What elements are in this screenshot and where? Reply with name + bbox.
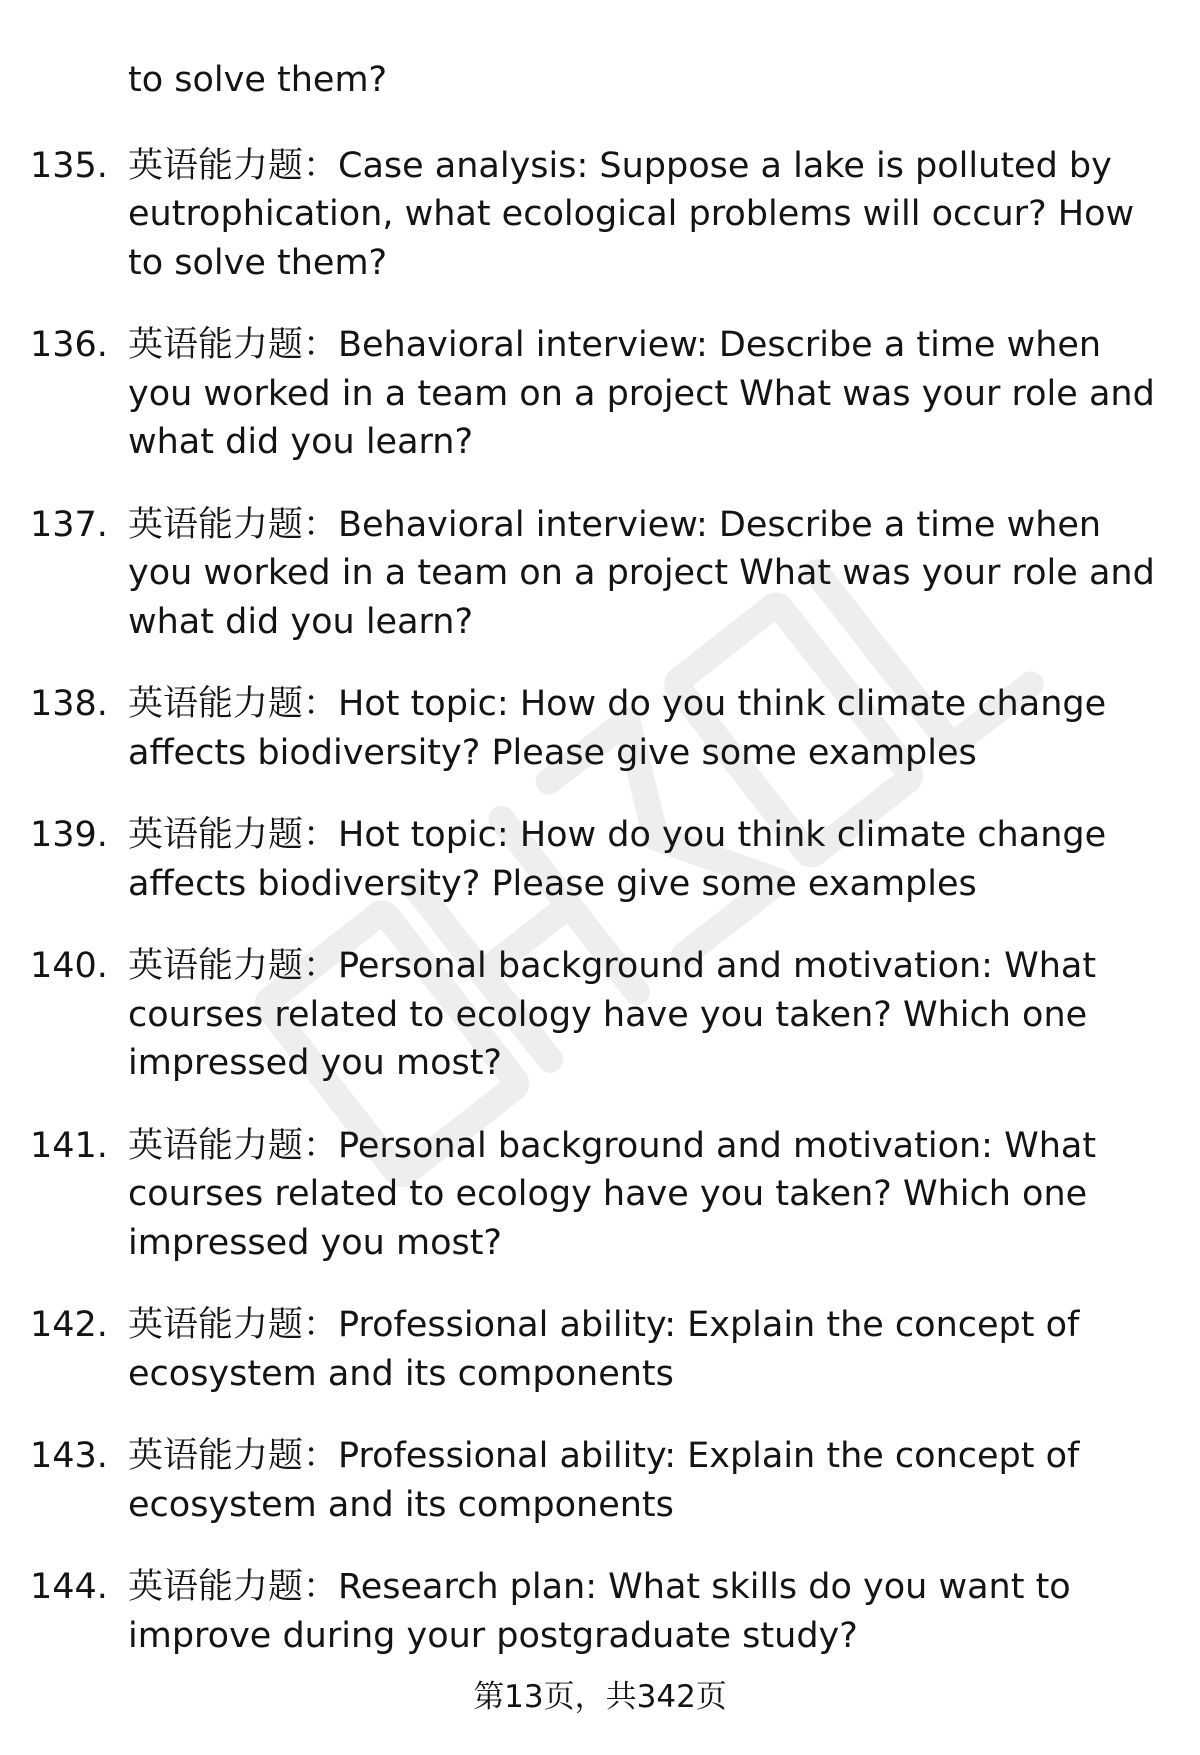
list-item [0, 811, 1200, 908]
item-number: 144. [30, 1567, 108, 1607]
item-text-line: affects biodiversity? Please give some examples [128, 732, 977, 773]
list-item [0, 1122, 1200, 1268]
item-text-line: 英语能力题：Behavioral interview: Describe a time when [128, 504, 1102, 545]
item-text-line: courses related to ecology have you taken? Which one [128, 994, 1088, 1035]
item-text-line: 英语能力题：Professional ability: Explain the concept of [128, 1436, 1080, 1476]
item-container [0, 142, 1200, 1661]
item-text-line: what did you learn? [128, 601, 474, 642]
item-text-line: 英语能力题：Professional ability: Explain the concept of [128, 1305, 1080, 1345]
list-item [0, 1301, 1200, 1398]
item-text-line: 英语能力题：Personal background and motivation: What [128, 1125, 1097, 1166]
item-text-line: impressed you most? [128, 1043, 503, 1083]
list-item [0, 1563, 1200, 1660]
item-text-line: what did you learn? [128, 422, 474, 462]
item-text [128, 1563, 1148, 1660]
item-number: 138. [30, 684, 108, 724]
item-text [128, 1122, 1148, 1268]
item-number: 143. [30, 1436, 108, 1476]
item-text [128, 142, 1148, 288]
item-text-line: courses related to ecology have you taken? Which one [128, 1174, 1088, 1214]
item-text [128, 680, 1148, 777]
item-text-line: eutrophication, what ecological problems will occur? How [128, 194, 1135, 234]
item-text [128, 1432, 1148, 1529]
item-text-line: 英语能力题：Hot topic: How do you think climate change [128, 815, 1107, 855]
item-text-line: 英语能力题：Personal background and motivation: What [128, 946, 1097, 986]
item-text-line: improve during your postgraduate study? [128, 1615, 858, 1656]
question-list [0, 56, 1200, 1694]
list-item [0, 942, 1200, 1088]
page-footer: 第13页，共342页 [473, 1679, 727, 1715]
item-text-line: affects biodiversity? Please give some examples [128, 863, 977, 904]
item-text-line: impressed you most? [128, 1222, 503, 1263]
item-text-line: ecosystem and its components [128, 1353, 674, 1394]
item-text-line: 英语能力题：Case analysis: Suppose a lake is polluted by [128, 145, 1112, 186]
list-item [0, 321, 1200, 467]
item-number: 141. [30, 1125, 108, 1166]
item-text [128, 1301, 1148, 1398]
item-number: 135. [30, 145, 108, 186]
item-number: 139. [30, 815, 108, 855]
list-item [0, 142, 1200, 288]
item-text-line: 英语能力题：Hot topic: How do you think climate change [128, 684, 1107, 724]
item-text [128, 942, 1148, 1088]
item-text-line: you worked in a team on a project What was your role and [128, 373, 1155, 414]
item-text-line: 英语能力题：Research plan: What skills do you want to [128, 1567, 1071, 1607]
list-item [0, 501, 1200, 647]
item-number: 137. [30, 504, 108, 545]
item-text [128, 321, 1155, 467]
item-text [128, 501, 1155, 647]
item-text-line: 英语能力题：Behavioral interview: Describe a time when [128, 325, 1102, 365]
item-number: 140. [30, 946, 108, 986]
carry-over-line: to solve them? [128, 60, 388, 100]
item-text-line: you worked in a team on a project What was your role and [128, 553, 1155, 593]
list-item [0, 680, 1200, 777]
list-item [0, 1432, 1200, 1529]
item-text [128, 811, 1148, 908]
item-number: 136. [30, 325, 108, 365]
item-text-line: ecosystem and its components [128, 1484, 674, 1525]
item-number: 142. [30, 1305, 108, 1345]
item-text-line: to solve them? [128, 242, 388, 283]
